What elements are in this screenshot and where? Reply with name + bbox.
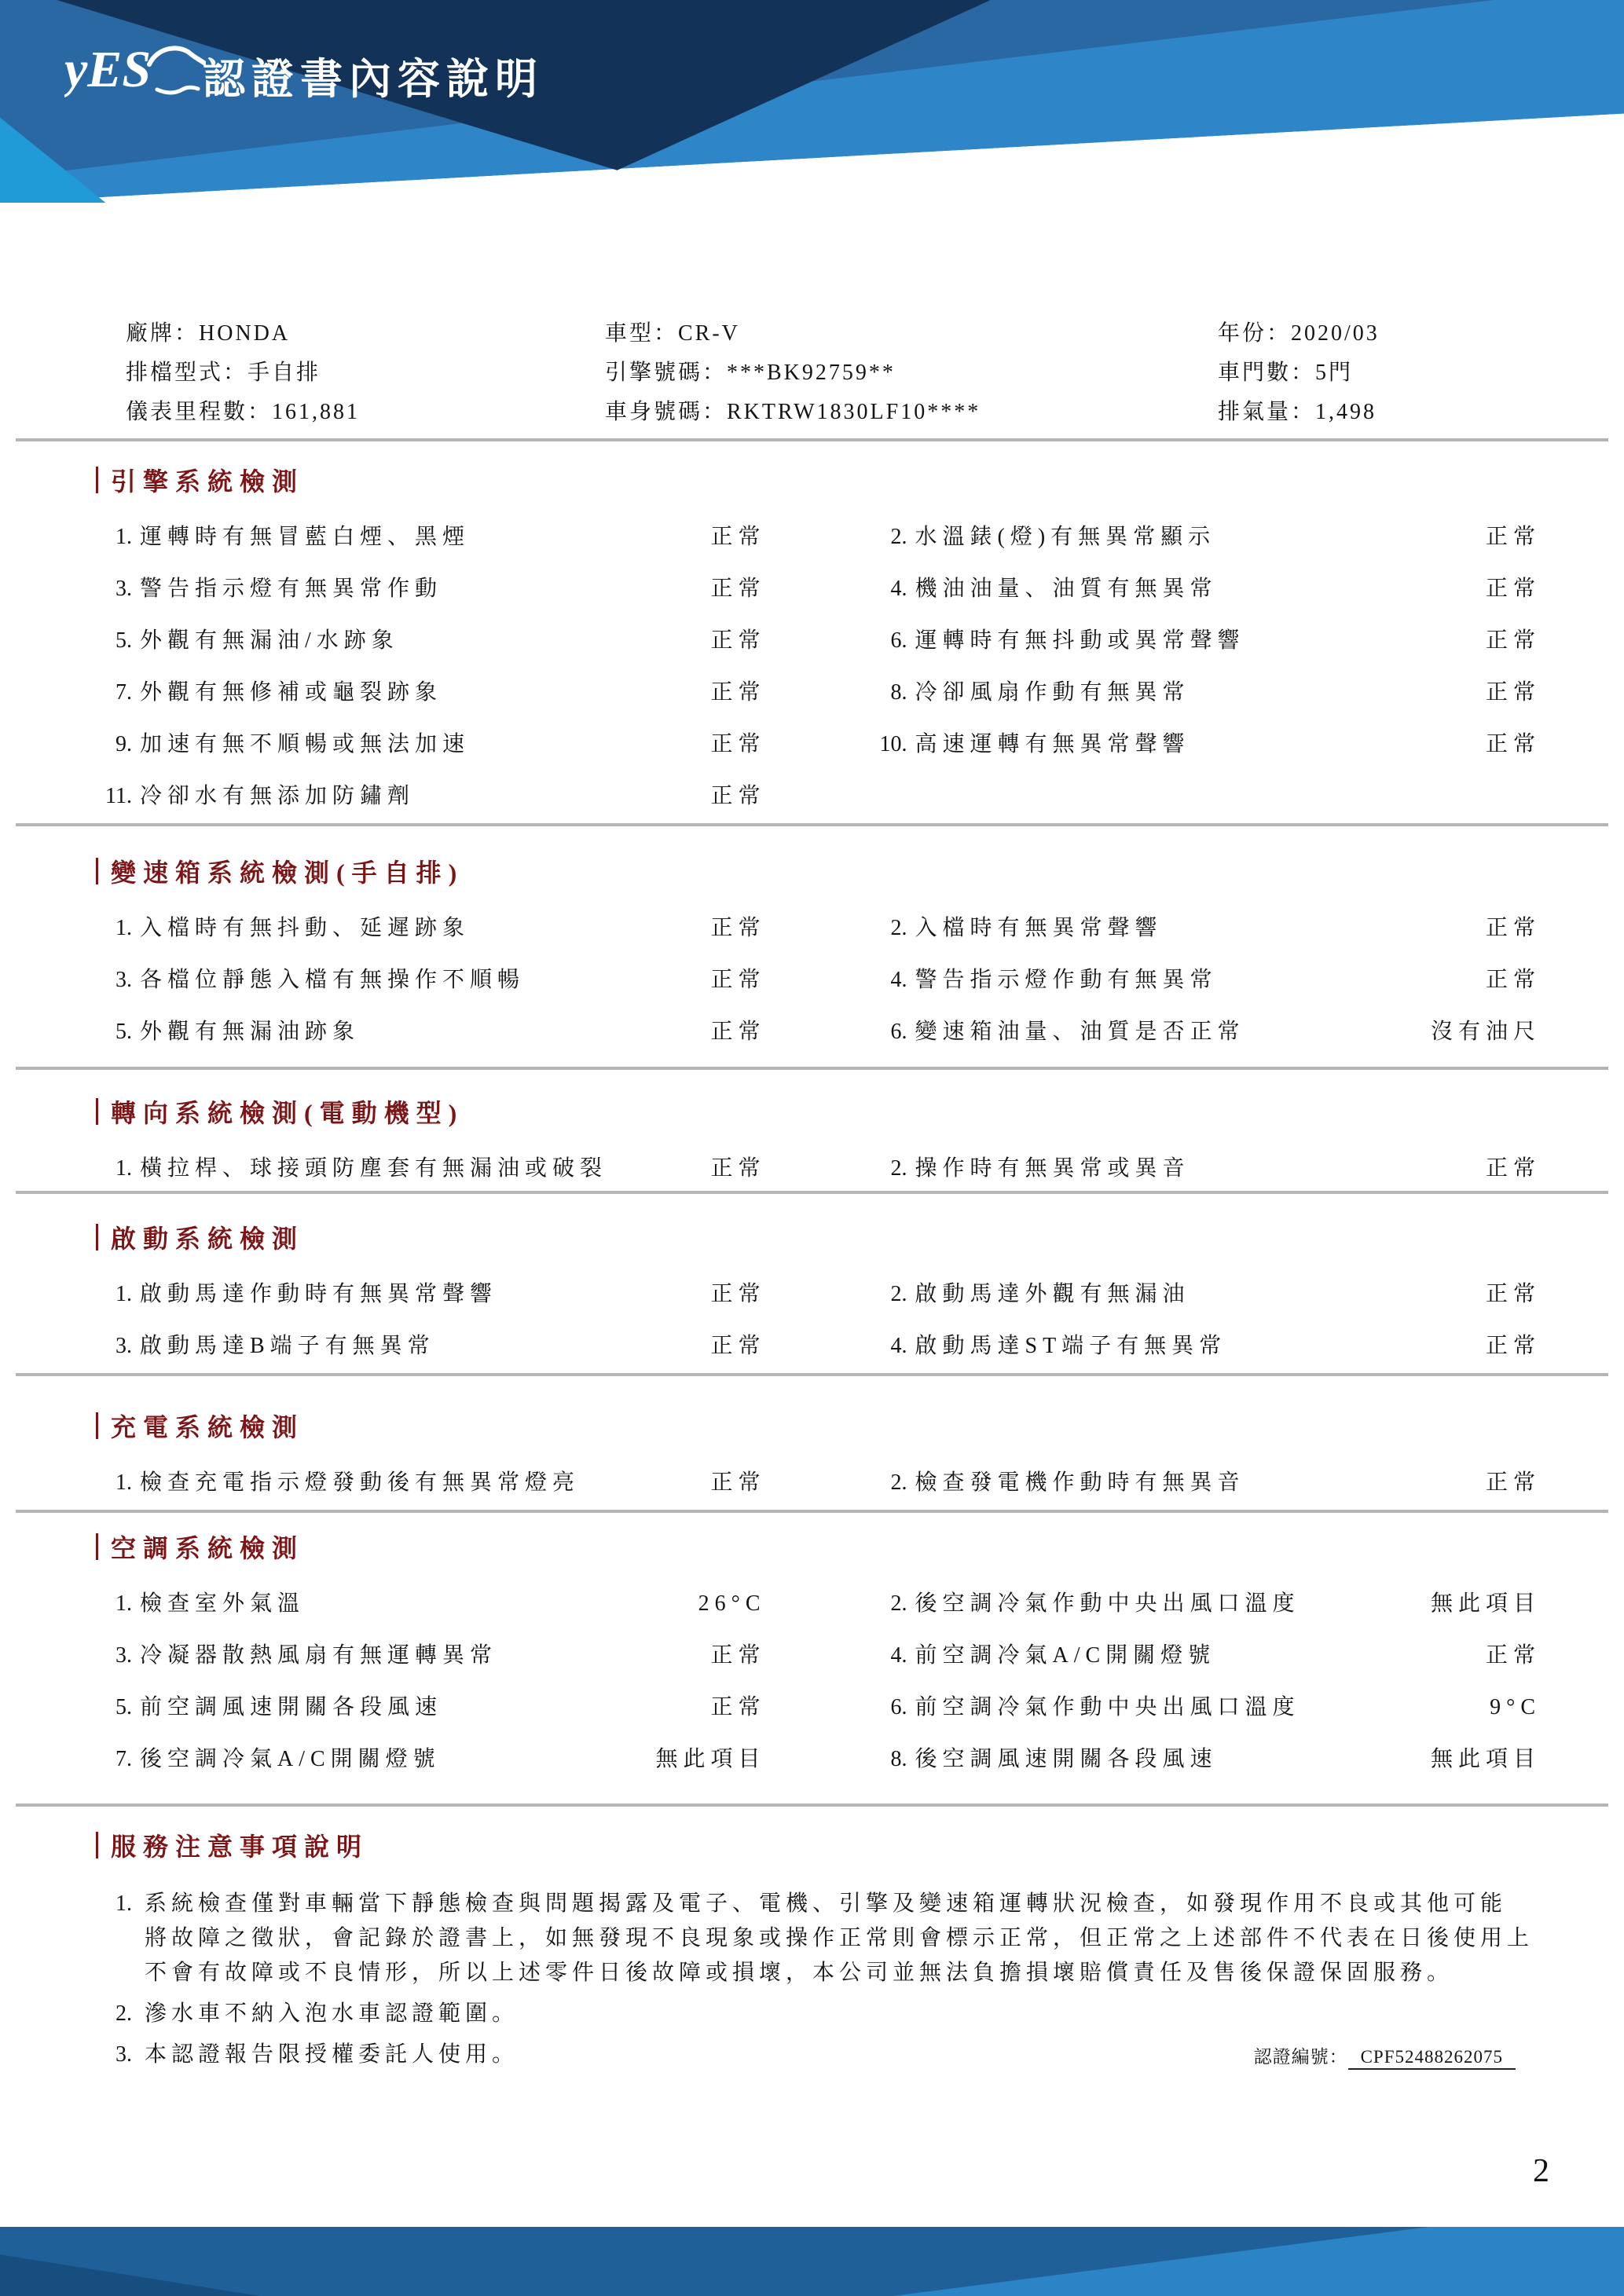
item-label: 啟動馬達B端子有無異常	[140, 1334, 435, 1358]
item-number: 2.	[890, 1470, 907, 1495]
item-number: 5.	[115, 1695, 132, 1719]
item-result: 正常	[710, 968, 766, 992]
item-number: 5.	[115, 1020, 132, 1044]
item-number: 9.	[115, 732, 132, 756]
item-result: 正常	[710, 1020, 766, 1044]
vehicle-displacement: 排氣量：1,498	[1218, 400, 1377, 424]
section-title-bar	[96, 858, 98, 884]
inspection-item	[863, 1331, 1553, 1362]
item-number: 6.	[890, 628, 907, 653]
item-number: 2.	[890, 1282, 907, 1306]
item-label: 外觀有無漏油/水跡象	[140, 628, 399, 653]
inspection-item	[863, 573, 1553, 605]
section-divider	[16, 1067, 1608, 1070]
item-label: 啟動馬達外觀有無漏油	[915, 1282, 1190, 1306]
item-label: 冷卻風扇作動有無異常	[915, 680, 1190, 705]
item-number: 10.	[879, 732, 907, 756]
item-label: 檢查充電指示燈發動後有無異常燈亮	[140, 1470, 581, 1495]
inspection-item	[863, 1016, 1553, 1048]
inspection-item	[863, 1153, 1553, 1185]
item-result: 無此項目	[1430, 1591, 1541, 1616]
section-steering	[0, 1093, 1624, 1185]
item-number: 1.	[115, 916, 132, 940]
yes-logo-text: yES	[64, 41, 152, 98]
item-result: 正常	[1485, 968, 1541, 992]
note-number: 1.	[115, 1891, 132, 1916]
item-label: 運轉時有無冒藍白煙、黑煙	[140, 525, 471, 549]
transmission-items	[88, 913, 1552, 1048]
item-result: 正常	[1485, 1334, 1541, 1358]
item-label: 機油油量、油質有無異常	[915, 577, 1218, 601]
item-result: 正常	[710, 732, 766, 756]
item-label: 啟動馬達ST端子有無異常	[915, 1334, 1227, 1358]
item-result: 正常	[1485, 577, 1541, 601]
section-divider	[16, 1510, 1608, 1513]
section-service-notes	[0, 1827, 1624, 2078]
starting-items	[88, 1279, 1552, 1362]
item-label: 冷卻水有無添加防鏽劑	[140, 784, 416, 808]
item-number: 6.	[890, 1020, 907, 1044]
item-result: 正常	[710, 1695, 766, 1719]
item-number: 4.	[890, 968, 907, 992]
section-title-bar	[96, 1412, 98, 1439]
item-label: 變速箱油量、油質是否正常	[915, 1020, 1245, 1044]
item-result: 正常	[710, 784, 766, 808]
item-label: 檢查室外氣溫	[140, 1591, 306, 1616]
section-divider	[16, 1191, 1608, 1194]
vehicle-transmission: 排檔型式：手自排	[126, 361, 321, 385]
vehicle-brand: 廠牌：HONDA	[126, 321, 291, 346]
inspection-item	[88, 1692, 777, 1723]
section-transmission	[0, 853, 1624, 1048]
ac-items	[88, 1588, 1552, 1775]
inspection-item	[863, 1744, 1553, 1775]
item-result: 正常	[1485, 916, 1541, 940]
item-result: 正常	[710, 1334, 766, 1358]
item-label: 後空調風速開關各段風速	[915, 1747, 1218, 1771]
item-result: 正常	[710, 1643, 766, 1668]
section-title-bar	[96, 467, 98, 493]
item-result: 正常	[710, 525, 766, 549]
item-label: 橫拉桿、球接頭防塵套有無漏油或破裂	[140, 1156, 608, 1181]
service-note	[88, 1887, 1552, 1990]
item-result: 正常	[1485, 1156, 1541, 1181]
item-label: 警告指示燈作動有無異常	[915, 968, 1218, 992]
inspection-item	[863, 677, 1553, 709]
item-label: 檢查發電機作動時有無異音	[915, 1470, 1245, 1495]
yes-logo	[64, 35, 206, 101]
inspection-item	[88, 913, 777, 944]
section-title: 轉向系統檢測(電動機型)	[111, 1099, 464, 1127]
inspection-item	[88, 1744, 777, 1775]
inspection-item	[863, 729, 1553, 760]
section-title: 變速箱系統檢測(手自排)	[111, 859, 464, 887]
item-result: 正常	[1485, 680, 1541, 705]
certificate-number-label: 認證編號：	[1253, 2047, 1348, 2067]
vehicle-vin: 車身號碼：RKTRW1830LF10****	[605, 400, 981, 424]
inspection-item	[88, 522, 777, 553]
item-label: 前空調風速開關各段風速	[140, 1695, 443, 1719]
page-title: 認證書內容說明	[203, 56, 544, 103]
item-result: 正常	[710, 916, 766, 940]
charging-items	[88, 1467, 1552, 1499]
inspection-item	[863, 1467, 1553, 1499]
item-number: 4.	[890, 1334, 907, 1358]
item-number: 6.	[890, 1695, 907, 1719]
inspection-item	[88, 729, 777, 760]
item-result: 正常	[1485, 1282, 1541, 1306]
logo-swoosh-icon	[157, 87, 198, 93]
item-number: 1.	[115, 1470, 132, 1495]
vehicle-year: 年份：2020/03	[1218, 321, 1380, 346]
item-label: 外觀有無修補或龜裂跡象	[140, 680, 443, 705]
vehicle-engine-no: 引擎號碼：***BK92759**	[605, 361, 896, 385]
item-number: 3.	[115, 1334, 132, 1358]
section-starting	[0, 1219, 1624, 1362]
item-number: 5.	[115, 628, 132, 653]
item-label: 冷凝器散熱風扇有無運轉異常	[140, 1643, 498, 1668]
vehicle-info	[126, 314, 1577, 432]
note-text: 本認證報告限授權委託人使用。	[145, 2042, 519, 2067]
vehicle-model: 車型：CR-V	[605, 321, 740, 346]
section-divider	[16, 823, 1608, 826]
inspection-item	[88, 1588, 777, 1620]
section-title: 空調系統檢測	[111, 1534, 305, 1562]
item-result: 正常	[710, 1470, 766, 1495]
item-result: 正常	[1485, 1470, 1541, 1495]
item-label: 啟動馬達作動時有無異常聲響	[140, 1282, 498, 1306]
section-charging	[0, 1408, 1624, 1499]
item-label: 入檔時有無抖動、延遲跡象	[140, 916, 471, 940]
section-title-bar	[96, 1224, 98, 1251]
inspection-item	[88, 1331, 777, 1362]
item-label: 高速運轉有無異常聲響	[915, 732, 1190, 756]
item-number: 2.	[890, 525, 907, 549]
item-label: 運轉時有無抖動或異常聲響	[915, 628, 1245, 653]
item-label: 警告指示燈有無異常作動	[140, 577, 443, 601]
item-result: 9°C	[1490, 1695, 1541, 1719]
section-title: 服務注意事項說明	[111, 1833, 369, 1861]
note-line: 不會有故障或不良情形，所以上述零件日後故障或損壞，本公司並無法負擔損壞賠償責任及售後保證保固服務。	[145, 1961, 1454, 1985]
inspection-item	[863, 522, 1553, 553]
inspection-item	[88, 781, 777, 812]
item-number: 4.	[890, 1643, 907, 1668]
vehicle-doors: 車門數：5門	[1218, 361, 1354, 385]
engine-items	[88, 522, 1552, 812]
item-result: 無此項目	[655, 1747, 766, 1771]
inspection-item	[863, 1640, 1553, 1672]
section-divider	[16, 438, 1608, 441]
item-number: 1.	[115, 525, 132, 549]
item-number: 2.	[890, 916, 907, 940]
note-text: 滲水車不納入泡水車認證範圍。	[145, 2001, 519, 2026]
inspection-item	[863, 625, 1553, 657]
inspection-item	[88, 573, 777, 605]
item-number: 3.	[115, 577, 132, 601]
page-number: 2	[1533, 2153, 1549, 2189]
logo-car-outline-icon	[149, 48, 205, 64]
section-title: 啟動系統檢測	[111, 1225, 305, 1253]
item-label: 各檔位靜態入檔有無操作不順暢	[140, 968, 526, 992]
certificate-number	[1254, 2042, 1516, 2068]
service-note	[88, 1997, 1552, 2031]
inspection-item	[863, 1692, 1553, 1723]
section-divider	[16, 1373, 1608, 1376]
item-number: 11.	[105, 784, 132, 808]
section-ac	[0, 1529, 1624, 1775]
section-divider	[16, 1803, 1608, 1807]
item-number: 3.	[115, 968, 132, 992]
header-banner	[0, 0, 1624, 203]
item-label: 後空調冷氣A/C開關燈號	[140, 1747, 441, 1771]
item-result: 26°C	[698, 1591, 766, 1616]
item-number: 2.	[890, 1591, 907, 1616]
item-result: 正常	[710, 1156, 766, 1181]
item-number: 8.	[890, 1747, 907, 1771]
section-title: 充電系統檢測	[111, 1413, 305, 1441]
item-label: 後空調冷氣作動中央出風口溫度	[915, 1591, 1300, 1616]
item-result: 無此項目	[1430, 1747, 1541, 1771]
item-number: 1.	[115, 1591, 132, 1616]
item-label: 前空調冷氣作動中央出風口溫度	[915, 1695, 1300, 1719]
item-number: 2.	[890, 1156, 907, 1181]
item-label: 水溫錶(燈)有無異常顯示	[915, 525, 1216, 549]
footer-banner	[0, 2227, 1624, 2296]
note-number: 2.	[115, 2001, 132, 2026]
item-result: 沒有油尺	[1430, 1020, 1541, 1044]
item-result: 正常	[1485, 525, 1541, 549]
item-label: 入檔時有無異常聲響	[915, 916, 1163, 940]
item-number: 3.	[115, 1643, 132, 1668]
section-title-bar	[96, 1832, 98, 1858]
vehicle-mileage: 儀表里程數：161,881	[126, 400, 361, 424]
inspection-item	[88, 1279, 777, 1310]
section-title-bar	[96, 1098, 98, 1125]
inspection-item	[88, 1640, 777, 1672]
inspection-item	[863, 1588, 1553, 1620]
item-number: 7.	[115, 1747, 132, 1771]
item-label: 前空調冷氣A/C開關燈號	[915, 1643, 1216, 1668]
steering-items	[88, 1153, 1552, 1185]
inspection-item	[863, 965, 1553, 996]
inspection-item	[863, 1279, 1553, 1310]
section-title: 引擎系統檢測	[111, 467, 305, 496]
item-result: 正常	[1485, 1643, 1541, 1668]
note-line: 將故障之徵狀，會記錄於證書上，如無發現不良現象或操作正常則會標示正常，但正常之上述部件不代表在日後使用上	[145, 1926, 1534, 1950]
section-engine	[0, 462, 1624, 812]
inspection-item	[88, 677, 777, 709]
inspection-item	[88, 625, 777, 657]
certificate-number-value: CPF52488262075	[1348, 2047, 1516, 2070]
inspection-item	[88, 965, 777, 996]
inspection-item	[88, 1467, 777, 1499]
item-number: 4.	[890, 577, 907, 601]
inspection-item	[863, 913, 1553, 944]
item-result: 正常	[710, 577, 766, 601]
item-result: 正常	[710, 1282, 766, 1306]
note-line: 系統檢查僅對車輛當下靜態檢查與問題揭露及電子、電機、引擎及變速箱運轉狀況檢查，如發現作用不良或其他可能	[145, 1891, 1508, 1916]
note-text	[145, 1887, 1552, 1990]
item-number: 8.	[890, 680, 907, 705]
item-number: 1.	[115, 1156, 132, 1181]
item-result: 正常	[1485, 628, 1541, 653]
item-number: 1.	[115, 1282, 132, 1306]
note-number: 3.	[115, 2042, 132, 2067]
inspection-item	[88, 1153, 777, 1185]
item-label: 加速有無不順暢或無法加速	[140, 732, 471, 756]
section-title-bar	[96, 1533, 98, 1560]
item-result: 正常	[710, 628, 766, 653]
item-label: 操作時有無異常或異音	[915, 1156, 1190, 1181]
item-number: 7.	[115, 680, 132, 705]
item-label: 外觀有無漏油跡象	[140, 1020, 361, 1044]
item-result: 正常	[710, 680, 766, 705]
inspection-item	[88, 1016, 777, 1048]
item-result: 正常	[1485, 732, 1541, 756]
